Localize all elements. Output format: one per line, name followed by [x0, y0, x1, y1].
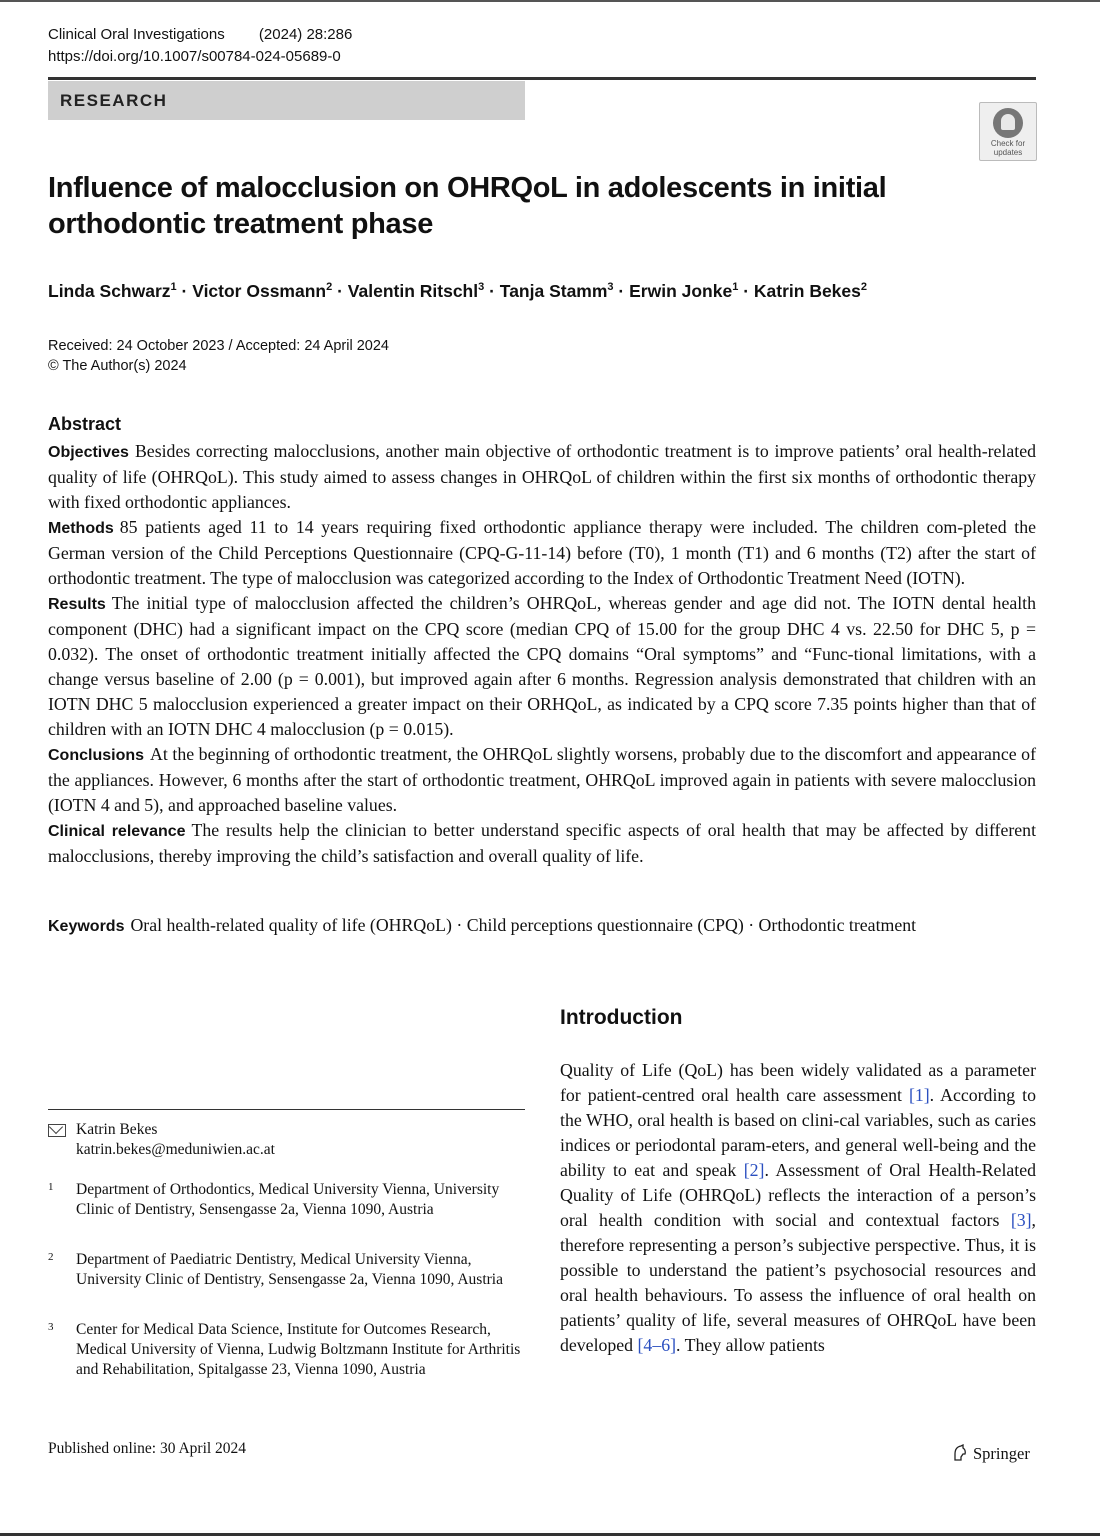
- doi-link[interactable]: https://doi.org/10.1007/s00784-024-05689-0: [48, 48, 341, 65]
- corresponding-email[interactable]: katrin.bekes@meduniwien.ac.at: [76, 1141, 275, 1158]
- author[interactable]: Erwin Jonke$^1$: [629, 280, 739, 301]
- bookmark-icon: [993, 108, 1023, 138]
- introduction-paragraph: Quality of Life (QoL) has been widely validated as a parameter for patient-centred oral health care assessment [1]. According to the WHO, oral health is based on clini-cal variables, such as caries indices or periodontal param-eters, and general well-being and the ability to eat and speak [2]. Assessment of Oral Health-Related Quality of Life (OHRQoL) reflects the interaction of a person’s oral health condition with social and contextual factors [3], therefore representing a person’s subjective perspective. Thus, it is possible to understand the patient’s psychosocial resources and oral health behaviours. To assess the influence of oral health on patients’ quality of life, several measures of OHRQoL have been developed [4–6]. They allow patients: [560, 1060, 1036, 1355]
- published-date: Published online: 30 April 2024: [48, 1440, 247, 1457]
- publisher-logo: [952, 1444, 1030, 1464]
- page-top-border: [0, 0, 1100, 2]
- received-accepted: Received: 24 October 2023 / Accepted: 24 April 2024: [48, 338, 389, 354]
- abstract-objectives: Objectives Besides correcting malocclusions, another main objective of orthodontic treatment is to improve patients’ oral health-related quality of life (OHRQoL). This study aimed to assess changes in OHRQoL of children within the first six months of orthodontic therapy with fixed orthodontic appliances.: [48, 441, 1036, 512]
- keywords-label: Keywords: [48, 918, 125, 935]
- affiliation-3: 3 Center for Medical Data Science, Institute for Outcomes Research, Medical University of Vienna, Ludwig Boltzmann Institute for Arthritis and Rehabilitation, Spitalgasse 23, Vienna 1090, Austria: [48, 1321, 521, 1378]
- header-rule: [48, 77, 1036, 80]
- author[interactable]: Katrin Bekes$^2$: [753, 280, 868, 301]
- citation-link[interactable]: [1]: [908, 1085, 930, 1105]
- affiliation-2: 2 Department of Paediatric Dentistry, Medical University Vienna, University Clinic of Dentistry, Sensengasse 2a, Vienna 1090, Austria: [48, 1251, 503, 1288]
- author[interactable]: Tanja Stamm$^3$: [499, 280, 614, 301]
- citation-link[interactable]: [2]: [743, 1160, 765, 1180]
- abstract-body: [48, 439, 1036, 869]
- journal-name: Clinical Oral Investigations: [48, 26, 225, 43]
- abstract-conclusions: Conclusions At the beginning of orthodontic treatment, the OHRQoL slightly worsens, probably due to the discomfort and appearance of the appliances. However, 6 months after the start of orthodontic treatment, OHRQoL improved again in patients with severe malocclusion (IOTN 4 and 5), and approached baseline values.: [48, 744, 1036, 815]
- citation-link[interactable]: [3]: [1010, 1210, 1032, 1230]
- citation-link[interactable]: [4–6]: [637, 1335, 677, 1355]
- section-label: RESEARCH: [60, 91, 168, 110]
- abstract-methods: Methods 85 patients aged 11 to 14 years requiring fixed orthodontic appliance therapy were included. The children com-pleted the German version of the Child Perceptions Questionnaire (CPQ-G-11-14) before (T0), 1 month (T1) and 6 months (T2) after the start of orthodontic treatment. The type of malocclusion was categorized according to the Index of Orthodontic Treatment Need (IOTN).: [48, 517, 1036, 588]
- author[interactable]: Valentin Ritschl$^3$: [347, 280, 485, 301]
- abstract-heading: Abstract: [48, 414, 122, 434]
- abstract-results: Results The initial type of malocclusion affected the children’s OHRQoL, whereas gender and age did not. The IOTN dental health component (DHC) had a significant impact on the CPQ score (median CPQ of 15.00 for the group DHC 4 vs. 22.50 for DHC 5, p = 0.032). The onset of orthodontic treatment initially affected the CPQ domains “Oral symptoms” and “Func-tional limitations, with a change versus baseline of 2.00 (p = 0.001), but improved again after 6 months. Regression analysis demonstrated that children with an IOTN DHC 5 malocclusion experienced a greater impact on their ORHQoL, as indicated by a CPQ score 7.35 points higher than that of children with an IOTN DHC 4 malocclusion (p = 0.015).: [48, 593, 1036, 739]
- envelope-icon: [48, 1124, 66, 1137]
- keywords: [48, 913, 978, 939]
- copyright: © The Author(s) 2024: [48, 358, 187, 374]
- corresponding-name: Katrin Bekes: [76, 1121, 158, 1138]
- journal-volume: (2024) 28:286: [258, 26, 353, 43]
- corresponding-author: [48, 1120, 525, 1160]
- keywords-text: Oral health-related quality of life (OHRQoL) · Child perceptions questionnaire (CPQ) · Orthodontic treatment: [130, 915, 917, 935]
- journal-header: [48, 24, 352, 68]
- springer-horse-icon: [952, 1444, 968, 1462]
- abstract-clinical-relevance: Clinical relevance The results help the clinician to better understand specific aspects of oral health that may be affected by different malocclusions, thereby improving the child’s satisfaction and overall quality of life.: [48, 820, 1037, 866]
- author-list: Linda Schwarz$^1$ · Victor Ossmann$^2$ · Valentin Ritschl$^3$ · Tanja Stamm$^3$ · Erwin Jonke$^1$ · Katrin Bekes$^2$: [48, 280, 868, 301]
- publisher-name: Springer: [973, 1444, 1030, 1463]
- article-dates: [48, 336, 389, 376]
- article-title: Influence of malocclusion on OHRQoL in adolescents in initial orthodontic treatment phase: [48, 172, 887, 240]
- affiliation-1: 1 Department of Orthodontics, Medical University Vienna, University Clinic of Dentistry, Sensengasse 2a, Vienna 1090, Austria: [48, 1181, 500, 1218]
- check-for-updates-badge[interactable]: [979, 102, 1037, 161]
- author[interactable]: Victor Ossmann$^2$: [192, 280, 333, 301]
- section-band: [48, 81, 525, 120]
- introduction-heading: Introduction: [560, 1006, 683, 1029]
- badge-line2: updates: [993, 148, 1023, 157]
- author[interactable]: Linda Schwarz$^1$: [48, 280, 177, 301]
- badge-line1: Check for: [990, 139, 1026, 148]
- footnote-rule: [48, 1109, 525, 1110]
